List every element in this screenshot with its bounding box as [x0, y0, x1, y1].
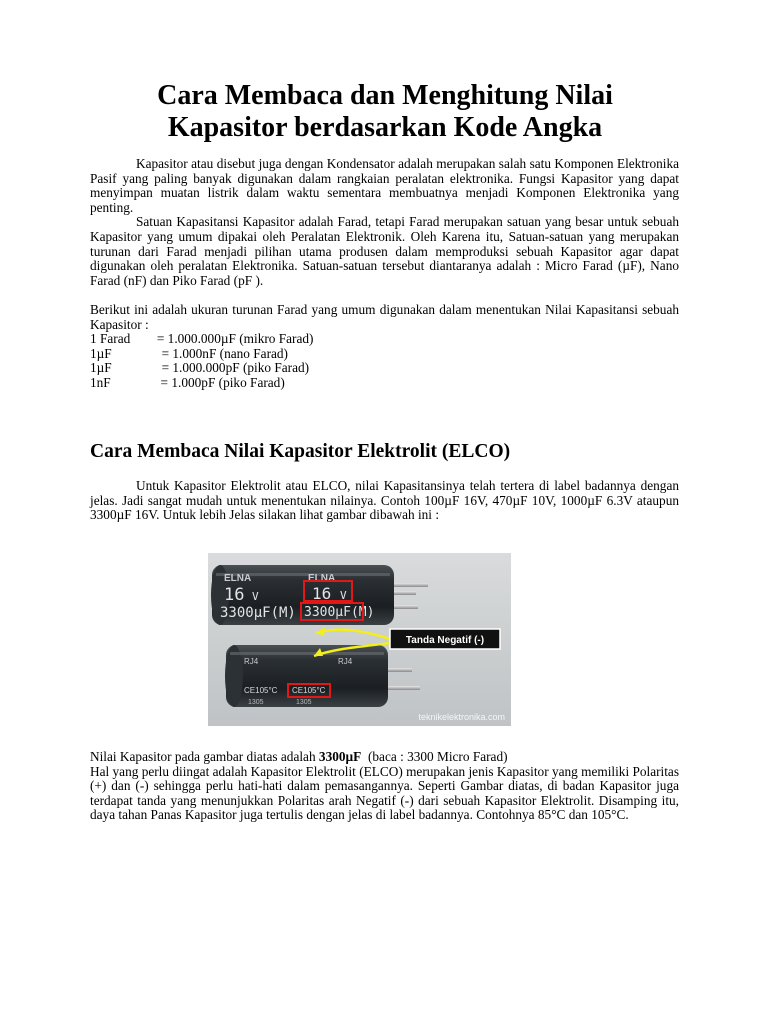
unit-conversion-row: 1nF = 1.000pF (piko Farad) [90, 374, 285, 390]
result-prefix: Nilai Kapasitor pada gambar diatas adalah [90, 749, 319, 764]
temperature-label-left: CE105°C [244, 686, 278, 695]
voltage-unit-left: V [252, 590, 259, 603]
brand-label-right: ELNA [308, 573, 336, 584]
result-line [90, 750, 679, 765]
unit-conversion-row: 1 Farad = 1.000.000µF (mikro Farad) [90, 331, 314, 347]
elco-section [90, 479, 679, 523]
capacitor-photo [208, 553, 511, 726]
watermark: teknikelektronika.com [418, 712, 505, 722]
capacitor-highlight [230, 652, 384, 655]
page-title [90, 80, 680, 144]
brand-label-left: ELNA [224, 573, 252, 584]
intro-paragraph-2: Satuan Kapasitansi Kapasitor adalah Farad, tetapi Farad merupakan satuan yang besar untuk sebuah Kapasitor yang umum dipakai oleh Peralatan Elektronik. Oleh Karena itu, Satuan-satuan yang merupakan turunan dari Farad menjadi pilihan utama produsen dalam memproduksi sebuah Kapasitor agar dapat digunakan oleh peralatan Elektronika. Satuan-satuan tersebut diantaranya adalah : Micro Farad (µF), Nano Farad (nF) dan Piko Farad (pF ). [90, 214, 679, 288]
lot-code-right: 1305 [296, 699, 312, 706]
result-suffix: (baca : 3300 Micro Farad) [361, 749, 508, 764]
unit-conversion-row: 1µF = 1.000nF (nano Farad) [90, 345, 288, 361]
voltage-unit-right: V [340, 589, 347, 602]
capacitor-lead [384, 668, 412, 672]
capacitance-label-right: 3300µF(M) [304, 605, 375, 620]
series-label-right: RJ4 [338, 657, 353, 666]
elco-paragraph-1: Untuk Kapasitor Elektrolit atau ELCO, nilai Kapasitansinya telah tertera di label badannya dengan jelas. Jadi sangat mudah untuk menentukan nilainya. Contoh 100µF 16V, 470µF 10V, 1000µF 6.3V ataupun 3300µF 16V. Untuk lebih Jelas silakan lihat gambar dibawah ini : [90, 478, 679, 523]
intro-paragraph-1: Kapasitor atau disebut juga dengan Kondensator adalah merupakan salah satu Komponen Elektronika Pasif yang paling banyak digunakan dalam rangkaian peralatan elektronika. Fungsi Kapasitor yang dapat menyimpan muatan listrik dalam waktu sementara membuatnya menjadi Komponen Elektronika yang penting. [90, 156, 679, 215]
voltage-label-left: 16 [224, 585, 245, 605]
units-intro-paragraph: Berikut ini adalah ukuran turunan Farad yang umum digunakan dalam menentukan Nilai Kapasitansi sebuah Kapasitor : [90, 301, 679, 332]
title-line-2: Kapasitor berdasarkan Kode Angka [167, 112, 603, 143]
capacitor-lead [384, 686, 420, 690]
unit-conversion-row: 1µF = 1.000.000pF (piko Farad) [90, 360, 310, 376]
lot-code-left: 1305 [248, 699, 264, 706]
title-line-1: Cara Membaca dan Menghitung Nilai [157, 80, 613, 111]
capacitance-label-left: 3300µF(M) [220, 605, 296, 621]
intro-section [90, 157, 679, 391]
temperature-label-right: CE105°C [292, 686, 326, 695]
callout-label: Tanda Negatif (-) [405, 635, 485, 646]
section-heading: Cara Membaca Nilai Kapasitor Elektrolit (ELCO) [90, 441, 511, 462]
result-value: 3300µF [318, 749, 362, 764]
series-label-left: RJ4 [244, 657, 259, 666]
voltage-label-right: 16 [312, 584, 332, 603]
elco-paragraph-2: Hal yang perlu diingat adalah Kapasitor Elektrolit (ELCO) merupakan jenis Kapasitor yang memiliki Polaritas (+) dan (-) sehingga perlu hati-hati dalam pemasangannya. Seperti Gambar diatas, di badan Kapasitor juga terdapat tanda yang menunjukkan Polaritas arah Negatif (-) dari sebuah Kapasitor Elektrolit. Disamping itu, daya tahan Panas Kapasitor juga tertulis dengan jelas di label badannya. Contohnya 85°C dan 105°C. [90, 763, 679, 823]
result-section [90, 750, 679, 823]
spacer [90, 288, 679, 303]
